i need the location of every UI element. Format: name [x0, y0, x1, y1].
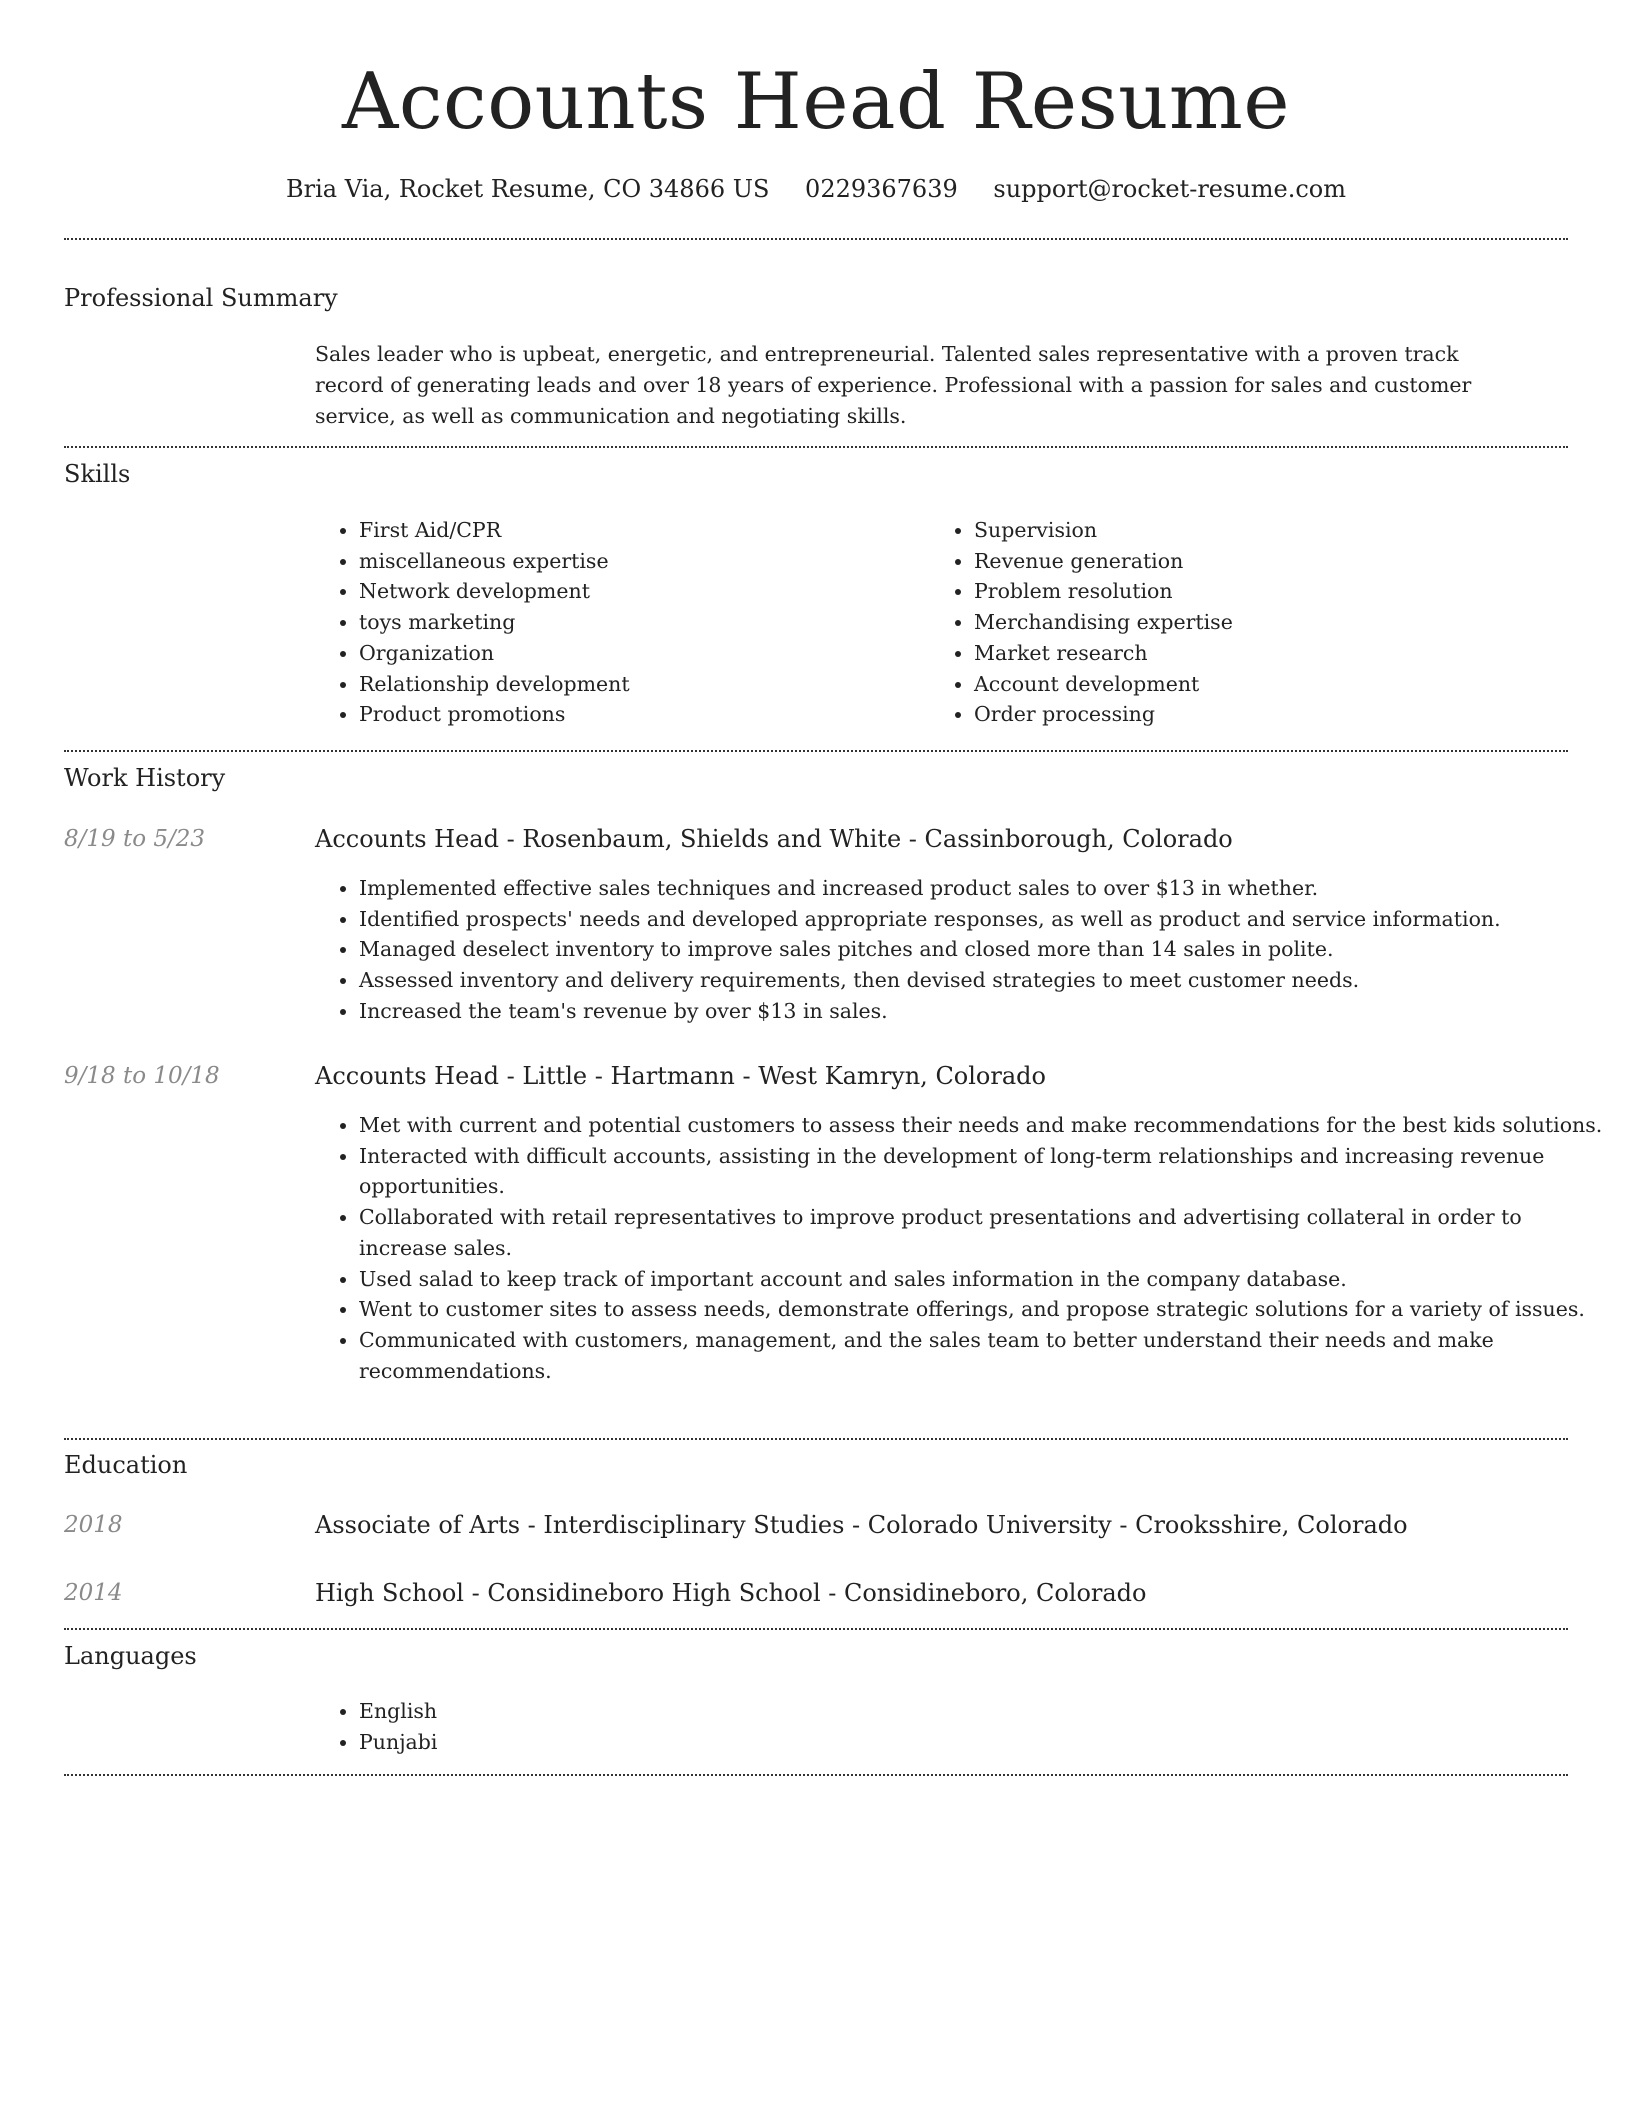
- skill-item: • Problem resolution: [974, 576, 1534, 607]
- education-entry: [315, 1508, 1408, 1542]
- job-bullet: • Identified prospects' needs and developed appropriate responses, as well as product and service information.: [359, 904, 1609, 935]
- education-degree: High School: [315, 1579, 464, 1607]
- job-bullet: • Implemented effective sales techniques and increased product sales to over $13 in whether.: [359, 873, 1609, 904]
- contact-email: support@rocket-resume.com: [993, 175, 1347, 203]
- job-bullets: [315, 873, 1609, 1027]
- skill-item: • toys marketing: [359, 607, 919, 638]
- skill-item: • Product promotions: [359, 699, 919, 730]
- skill-item: • Market research: [974, 638, 1534, 669]
- education-year: 2018: [64, 1512, 123, 1538]
- language-item: • Punjabi: [359, 1727, 919, 1758]
- skills-list-right: [930, 515, 1534, 730]
- contact-address: Bria Via, Rocket Resume, CO 34866 US: [285, 175, 770, 203]
- section-divider: [64, 750, 1568, 752]
- page-title: Accounts Head Resume: [342, 57, 1290, 147]
- education-details: - Considineboro High School - Considineboro, Colorado: [463, 1579, 1147, 1607]
- languages-list: [315, 1696, 919, 1757]
- section-divider: [64, 1774, 1568, 1776]
- job-bullet: • Assessed inventory and delivery requirements, then devised strategies to meet customer needs.: [359, 965, 1609, 996]
- language-item: • English: [359, 1696, 919, 1727]
- skill-item: • Account development: [974, 669, 1534, 700]
- job-bullet: • Met with current and potential customers to assess their needs and make recommendations for the best kids solutions.: [359, 1110, 1609, 1141]
- job-bullet: • Managed deselect inventory to improve sales pitches and closed more than 14 sales in polite.: [359, 934, 1609, 965]
- skill-item: • First Aid/CPR: [359, 515, 919, 546]
- job-dates: 8/19 to 5/23: [64, 826, 206, 852]
- section-heading-languages: Languages: [64, 1642, 197, 1670]
- job-bullets: [315, 1110, 1609, 1386]
- section-divider: [64, 1628, 1568, 1630]
- section-divider: [64, 238, 1568, 240]
- education-details: - Colorado University - Crooksshire, Colorado: [844, 1511, 1408, 1539]
- section-heading-work: Work History: [64, 764, 226, 792]
- job-bullet: • Interacted with difficult accounts, assisting in the development of long-term relationships and increasing revenue opportunities.: [359, 1141, 1609, 1202]
- contact-line: [64, 170, 1568, 208]
- job-bullet: • Went to customer sites to assess needs, demonstrate offerings, and propose strategic solutions for a variety of issues.: [359, 1294, 1609, 1325]
- education-degree: Associate of Arts - Interdisciplinary Studies: [315, 1511, 845, 1539]
- section-heading-summary: Professional Summary: [64, 284, 338, 312]
- job-bullet: • Increased the team's revenue by over $13 in sales.: [359, 996, 1609, 1027]
- education-year: 2014: [64, 1580, 123, 1606]
- section-divider: [64, 1438, 1568, 1440]
- job-bullet: • Communicated with customers, management, and the sales team to better understand their needs and make recommendations.: [359, 1325, 1609, 1386]
- job-title: Accounts Head - Rosenbaum, Shields and White - Cassinborough, Colorado: [315, 825, 1233, 853]
- skill-item: • Relationship development: [359, 669, 919, 700]
- skill-item: • Organization: [359, 638, 919, 669]
- skills-list-left: [315, 515, 919, 730]
- skill-item: • miscellaneous expertise: [359, 546, 919, 577]
- skill-item: • Order processing: [974, 699, 1534, 730]
- education-entry: [315, 1576, 1146, 1610]
- skill-item: • Merchandising expertise: [974, 607, 1534, 638]
- section-divider: [64, 446, 1568, 448]
- section-heading-education: Education: [64, 1451, 188, 1479]
- contact-phone: 0229367639: [805, 175, 958, 203]
- skill-item: • Supervision: [974, 515, 1534, 546]
- skill-item: • Network development: [359, 576, 919, 607]
- skill-item: • Revenue generation: [974, 546, 1534, 577]
- summary-text: Sales leader who is upbeat, energetic, and entrepreneurial. Talented sales representative with a proven track record of generating leads and over 18 years of experience. Professional with a passion for sales and customer service, as well as communication and negotiating skills.: [315, 342, 1472, 428]
- job-bullet: • Used salad to keep track of important account and sales information in the company database.: [359, 1264, 1609, 1295]
- section-heading-skills: Skills: [64, 460, 131, 488]
- job-title: Accounts Head - Little - Hartmann - West Kamryn, Colorado: [315, 1062, 1046, 1090]
- job-dates: 9/18 to 10/18: [64, 1063, 220, 1089]
- job-bullet: • Collaborated with retail representatives to improve product presentations and advertising collateral in order to increase sales.: [359, 1202, 1609, 1263]
